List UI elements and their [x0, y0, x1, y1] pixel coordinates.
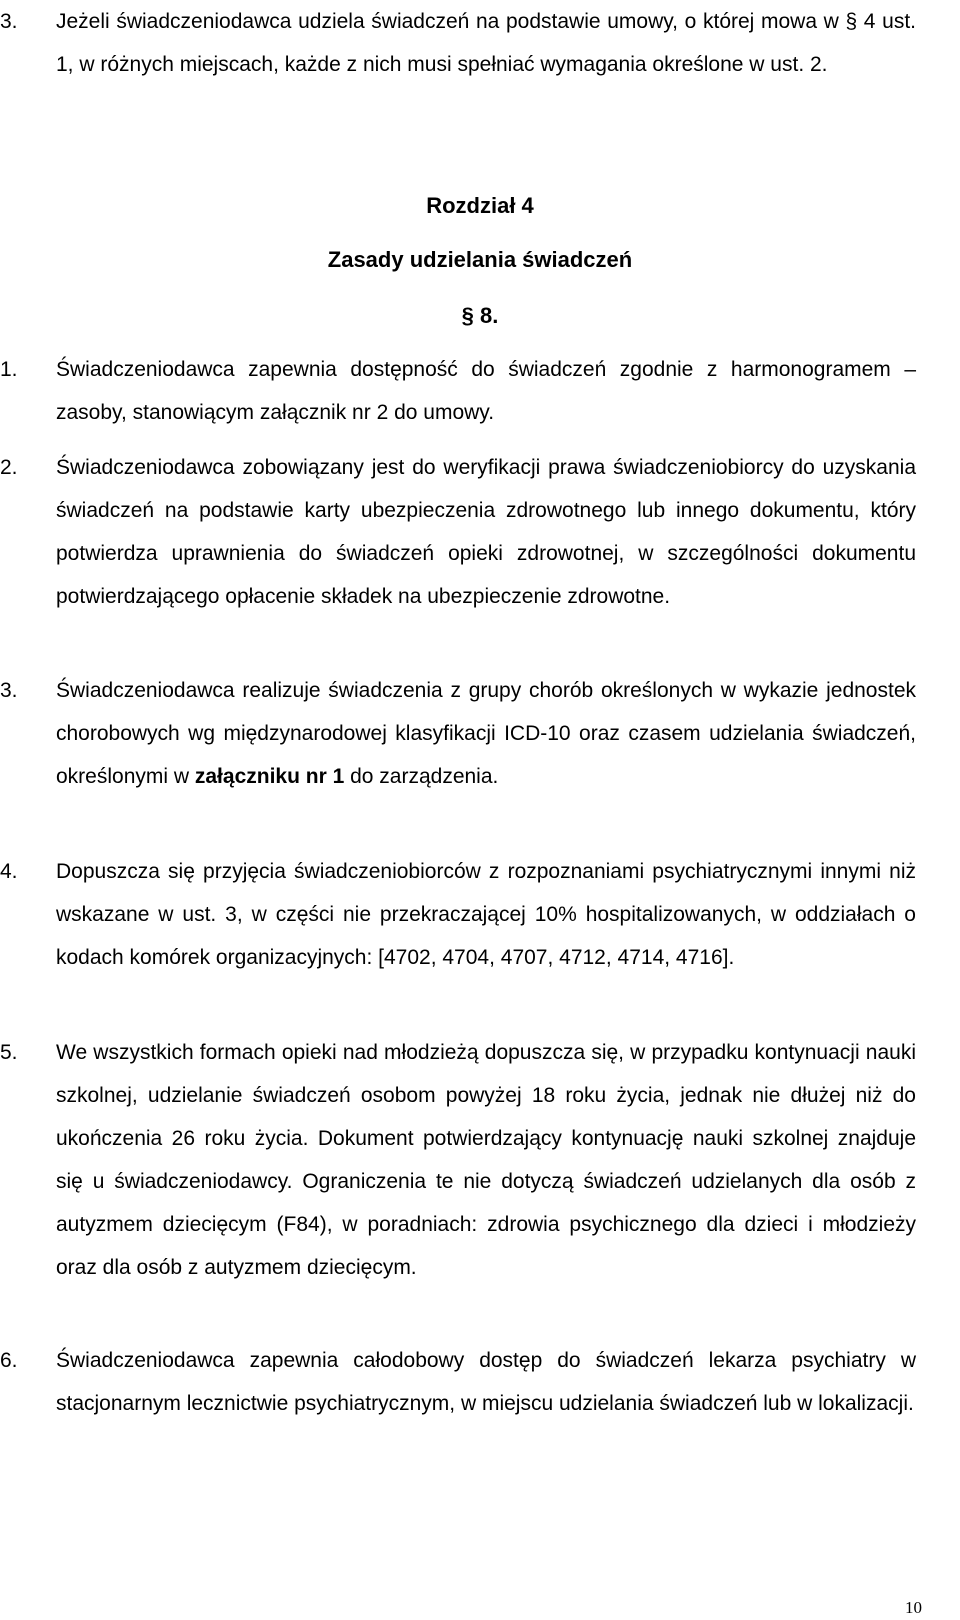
- point-text: Świadczeniodawca zobowiązany jest do weryfikacji prawa świadczeniobiorcy do uzyskania świadczeń na podstawie karty ubezpieczenia zdrowotnego lub innego dokumentu, który potwierdza uprawnienia do świadczeń opieki zdrowotnej, w szczególności dokumentu potwierdzającego opłacenie składek na ubezpieczenie zdrowotne.: [56, 456, 916, 608]
- point-number: 6.: [0, 1349, 18, 1372]
- point-3: [0, 669, 916, 798]
- point-4: [0, 850, 916, 979]
- point-number: 4.: [0, 860, 18, 883]
- page-number: 10: [905, 1598, 922, 1617]
- chapter-title: Rozdział 4: [426, 193, 534, 218]
- point-number: 3.: [0, 679, 18, 702]
- chapter-subtitle: Zasady udzielania świadczeń: [327, 247, 633, 272]
- point-text-end: do zarządzenia.: [344, 765, 499, 788]
- section-heading: § 8.: [461, 303, 499, 328]
- point-2: [0, 446, 916, 618]
- point-text: We wszystkich formach opieki nad młodzieżą dopuszcza się, w przypadku kontynuacji nauki szkolnej, udzielanie świadczeń osobom powyżej 18 roku życia, jednak nie dłużej niż do ukończenia 26 roku życia. Dokument potwierdzający kontynuację nauki szkolnej znajduje się u świadczeniodawcy. Ograniczenia te nie dotyczą świadczeń udzielanych dla osób z autyzmem dziecięcym (F84), w poradniach: zdrowia psychicznego dla dzieci i młodzieży oraz dla osób z autyzmem dziecięcym.: [56, 1041, 916, 1279]
- attachment-reference: załączniku nr 1: [194, 765, 345, 788]
- point-text: Świadczeniodawca zapewnia całodobowy dostęp do świadczeń lekarza psychiatry w stacjonarnym lecznictwie psychiatrycznym, w miejscu udzielania świadczeń lub w lokalizacji.: [56, 1349, 916, 1415]
- paragraph-3-top: [0, 0, 916, 86]
- point-text: Dopuszcza się przyjęcia świadczeniobiorców z rozpoznaniami psychiatrycznymi innymi niż wskazane w ust. 3, w części nie przekraczającej 10% hospitalizowanych, w oddziałach o kodach komórek organizacyjnych: [4702, 4704, 4707, 4712, 4714, 4716].: [56, 860, 916, 969]
- point-text: Świadczeniodawca zapewnia dostępność do świadczeń zgodnie z harmonogramem – zasoby, stanowiącym załącznik nr 2 do umowy.: [56, 358, 916, 424]
- paragraph-number: 3.: [0, 10, 18, 33]
- point-6: [0, 1339, 916, 1425]
- point-1: [0, 348, 916, 434]
- point-5: [0, 1031, 916, 1289]
- point-number: 1.: [0, 358, 18, 381]
- point-text: Świadczeniodawca realizuje świadczenia z grupy chorób określonych w wykazie jednostek chorobowych wg międzynarodowej klasyfikacji ICD-10 oraz czasem udzielania świadczeń, określonymi w: [56, 679, 916, 788]
- point-number: 2.: [0, 456, 18, 479]
- paragraph-text: Jeżeli świadczeniodawca udziela świadczeń na podstawie umowy, o której mowa w § 4 ust. 1, w różnych miejscach, każde z nich musi spełniać wymagania określone w ust. 2.: [56, 10, 916, 76]
- point-number: 5.: [0, 1041, 18, 1064]
